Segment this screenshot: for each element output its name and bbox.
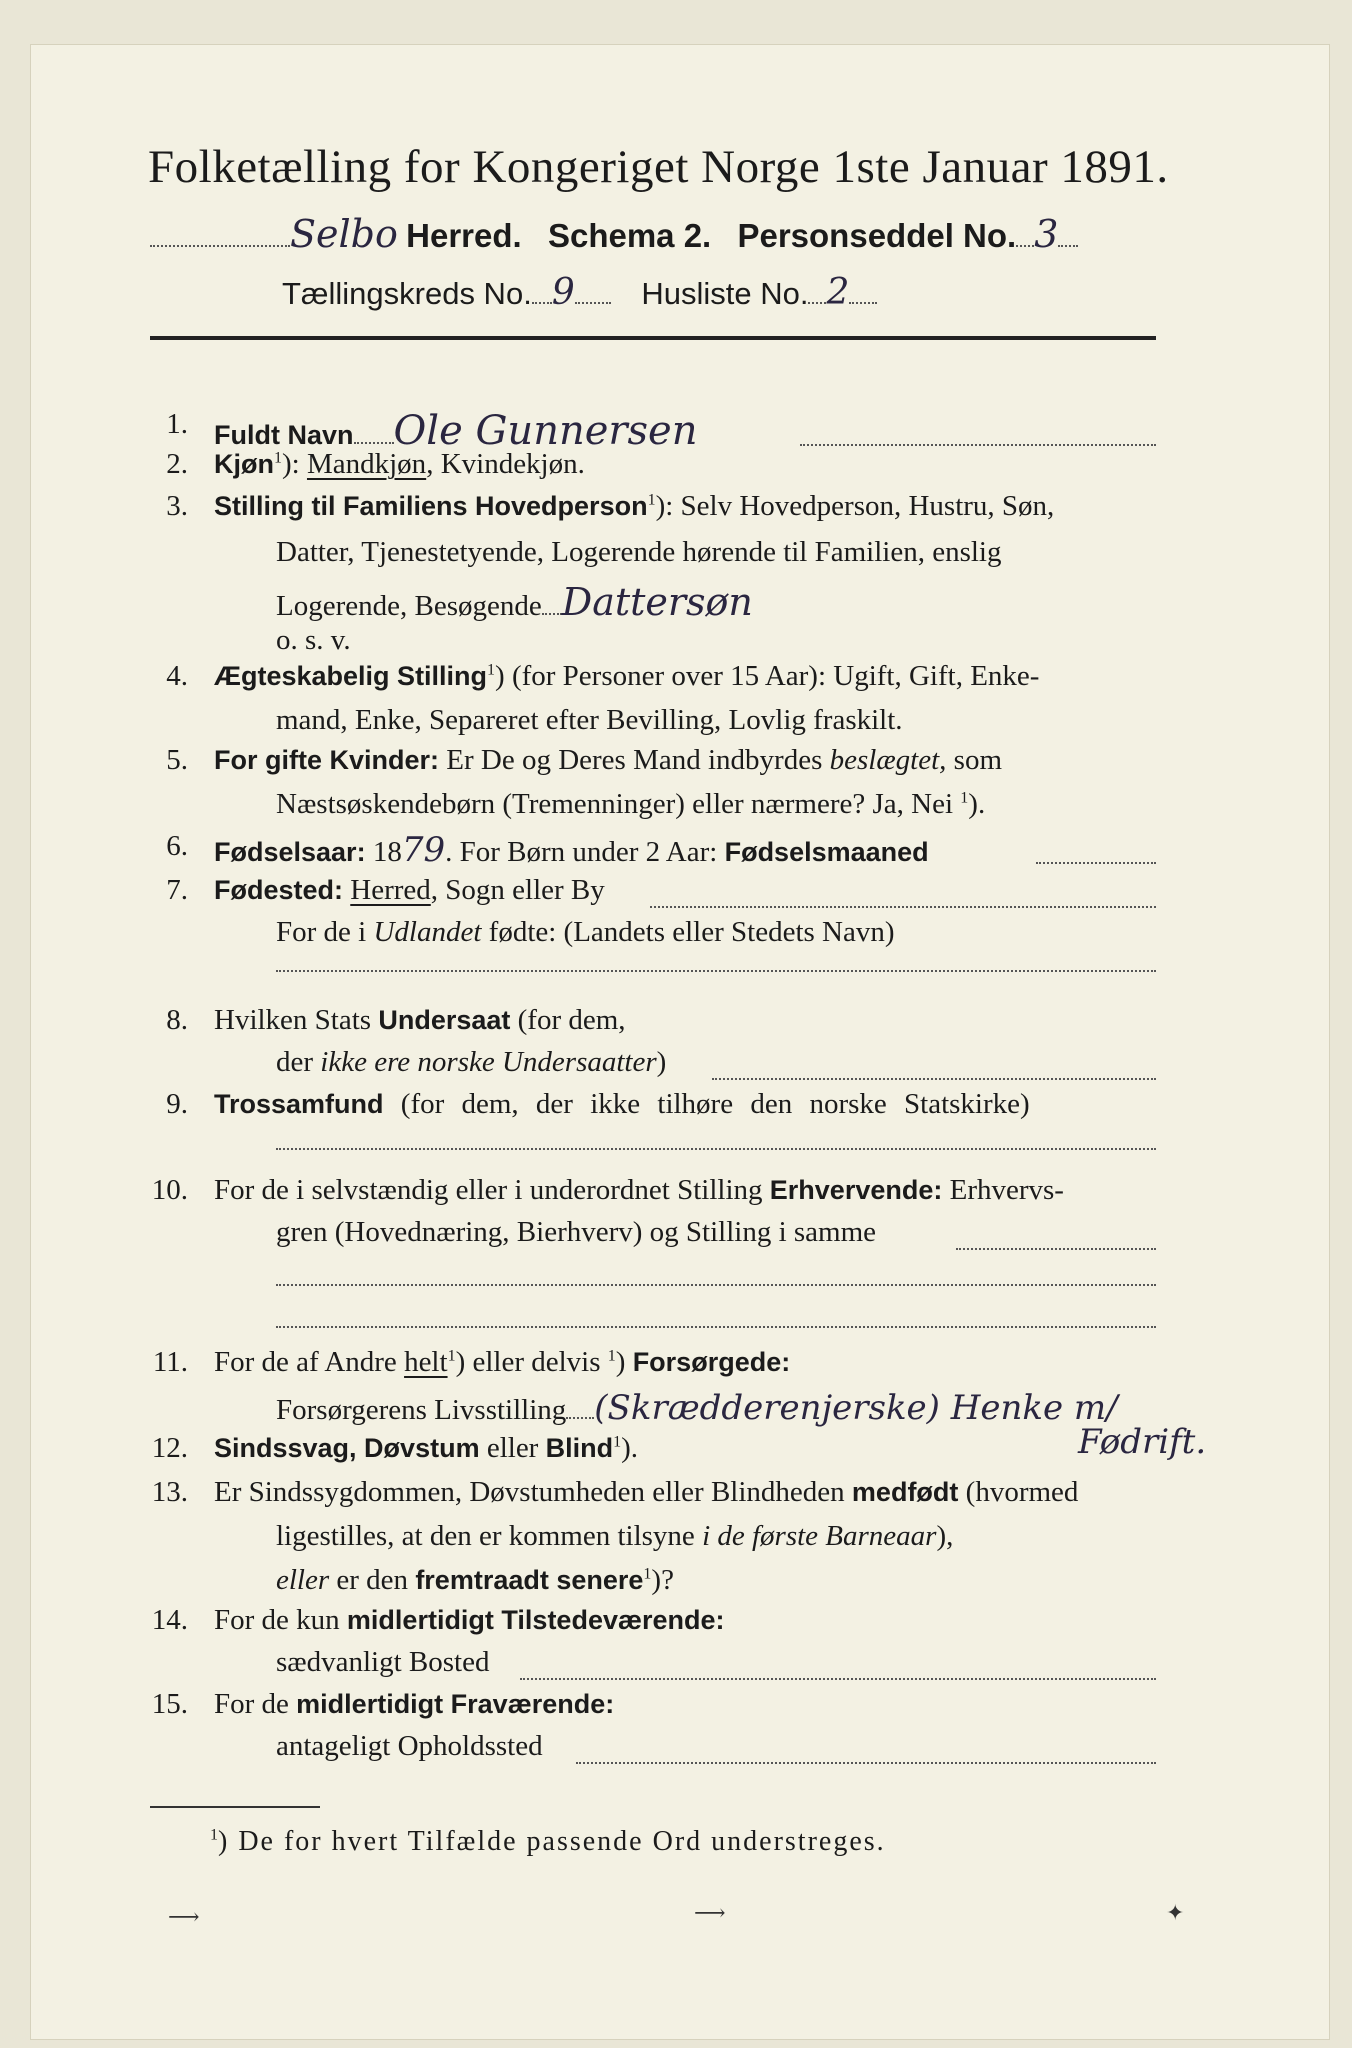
occupation-label: Erhvervende: [769, 1175, 943, 1205]
item-text: ): Selv Hovedperson, Hustru, Søn, [655, 490, 1055, 522]
disability-label: Sindssvag, Døvstum [214, 1433, 480, 1463]
blind-label: Blind [545, 1433, 614, 1463]
item-text: ) [615, 1346, 633, 1378]
birth-month-label: Fødselsmaaned [724, 837, 929, 867]
personseddel-value: 3 [1034, 212, 1059, 256]
item-number: 9. [166, 1088, 188, 1120]
item-text: ligestilles, at den er kommen tilsyne [276, 1520, 703, 1552]
item-text: For de kun [214, 1604, 347, 1636]
item-text: beslægtet, [829, 744, 947, 776]
item-8-row [214, 1004, 626, 1037]
temp-present-label: midlertidigt Tilstedeværende: [346, 1605, 725, 1635]
footnote-ref: 1 [210, 1826, 218, 1844]
item-3-row [214, 490, 1054, 523]
schema-label: Schema 2. [547, 217, 712, 254]
item-10-row [214, 1174, 1064, 1207]
margin-mark-icon: ✦ [1166, 1900, 1185, 1925]
item-text: Er De og Deres Mand indbyrdes [439, 744, 830, 776]
later-onset-label: fremtraadt senere [415, 1565, 644, 1595]
item-3-line3 [276, 580, 753, 624]
dotted-line [276, 1148, 1156, 1150]
family-position-value: Dattersøn [561, 580, 753, 624]
item-text: . For Børn under 2 Aar: [445, 836, 725, 868]
item-number: 4. [166, 660, 188, 692]
citizenship-label: Undersaat [378, 1005, 511, 1035]
item-number: 1. [166, 408, 188, 440]
item-text: (for dem, [510, 1004, 626, 1036]
item-text: Forsørgerens Livsstilling [276, 1394, 567, 1426]
form-title: Folketælling for Kongeriget Norge 1ste Januar 1891. [148, 141, 1169, 193]
dotted-leader [542, 613, 562, 615]
herred-value: Selbo [290, 212, 398, 256]
dotted-line [276, 970, 1156, 972]
footnote-text: ) De for hvert Tilfælde passende Ord understreges. [218, 1826, 886, 1857]
birthplace-label: Fødested: [214, 875, 344, 905]
header-rule [150, 336, 1156, 340]
item-text: Er Sindssygdommen, Døvstumheden eller Blindheden [214, 1476, 852, 1508]
item-text: , Kvindekjøn. [426, 448, 585, 480]
item-13-row [214, 1476, 1078, 1509]
item-number: 2. [166, 448, 188, 480]
item-text: (for dem, der ikke tilhøre den norske Statskirke) [383, 1088, 1030, 1120]
item-6-row [214, 830, 929, 870]
item-text: For de i selvstændig eller i underordnet Stilling [214, 1174, 770, 1206]
dotted-line [520, 1678, 1156, 1680]
herred-line [150, 212, 1078, 256]
item-text: For de af Andre [214, 1346, 405, 1378]
item-text: ). [621, 1432, 639, 1464]
item-number: 14. [151, 1604, 188, 1636]
dotted-leader [354, 442, 394, 444]
item-text: Logerende, Besøgende [276, 590, 542, 622]
census-form-page [30, 44, 1330, 2040]
dotted-line [276, 1326, 1156, 1328]
item-12-row [214, 1432, 638, 1465]
footnote-ref: 1 [960, 789, 969, 807]
item-text: mand, Enke, Separeret efter Bevilling, Lovlig fraskilt. [276, 704, 903, 736]
dotted-line [1036, 862, 1156, 864]
item-number: 10. [151, 1174, 188, 1206]
dotted-line [576, 1762, 1156, 1764]
birthplace-option-herred: Herred [350, 874, 431, 906]
sex-option-male: Mandkjøn [306, 448, 427, 480]
item-13-line3 [276, 1564, 674, 1597]
item-text: Udlandet [373, 916, 482, 948]
margin-mark-icon: ⟶ [694, 1900, 726, 1925]
support-option-helt: helt [404, 1346, 448, 1378]
dotted-line [650, 906, 1156, 908]
item-text: ) eller delvis [455, 1346, 608, 1378]
item-text: er den [329, 1564, 416, 1596]
item-text: i de første Barneaar [702, 1520, 937, 1552]
item-11-line2 [276, 1388, 1118, 1428]
item-text: Hvilken Stats [214, 1004, 379, 1036]
item-text: For de [214, 1688, 297, 1720]
item-7-line2 [276, 916, 895, 949]
item-number: 7. [166, 874, 188, 906]
religion-label: Trossamfund [214, 1089, 384, 1119]
footnote [210, 1826, 886, 1858]
item-9-row [214, 1088, 1030, 1121]
item-number: 13. [151, 1476, 188, 1508]
footnote-ref: 1 [487, 661, 496, 679]
item-text: o. s. v. [276, 624, 351, 656]
husliste-value: 2 [826, 272, 850, 313]
married-women-label: For gifte Kvinder: [214, 745, 440, 775]
footnote-ref: 1 [643, 1565, 652, 1583]
item-5-line2 [276, 788, 985, 821]
item-text: , Sogn eller By [430, 874, 605, 906]
footnote-ref: 1 [607, 1347, 616, 1365]
footnote-ref: 1 [647, 491, 656, 509]
personseddel-label: Personseddel No. [737, 217, 1017, 254]
dotted-leader [849, 302, 877, 304]
item-text: ), [936, 1520, 954, 1552]
item-text: som [946, 744, 1002, 776]
herred-label: Herred. [406, 217, 522, 254]
family-position-label: Stilling til Familiens Hovedperson [214, 491, 648, 521]
item-text: ): [282, 448, 307, 480]
congenital-label: medfødt [851, 1477, 959, 1507]
item-text: ikke ere norske Undersaatter [320, 1046, 657, 1078]
name-value: Ole Gunnersen [393, 408, 698, 454]
item-14-row [214, 1604, 725, 1637]
item-2-row [214, 448, 585, 481]
footnote-ref: 1 [447, 1347, 456, 1365]
footnote-rule [150, 1806, 320, 1808]
item-text: sædvanligt Bosted [276, 1646, 490, 1678]
supporter-occupation-value: (Skrædderenjerske) Henke m/ [594, 1388, 1118, 1428]
footnote-ref: 1 [274, 449, 282, 467]
item-number: 11. [152, 1346, 188, 1378]
dotted-line [956, 1248, 1156, 1250]
item-text: der [276, 1046, 321, 1078]
item-text: fødte: (Landets eller Stedets Navn) [481, 916, 895, 948]
item-text: ) (for Personer over 15 Aar): Ugift, Gift, Enke- [495, 660, 1040, 692]
item-text: Næstsøskendebørn (Tremenninger) eller nærmere? Ja, Nei [276, 788, 961, 820]
dotted-leader [575, 302, 611, 304]
item-number: 15. [151, 1688, 188, 1720]
item-text: )? [651, 1564, 674, 1596]
name-label: Fuldt Navn [214, 420, 354, 450]
dotted-leader [566, 1417, 594, 1419]
dotted-leader [150, 245, 290, 247]
tkreds-value: 9 [551, 272, 575, 313]
item-text: ) [656, 1046, 667, 1078]
marital-label: Ægteskabelig Stilling [214, 661, 488, 691]
item-4-row [214, 660, 1039, 693]
item-11-row [214, 1346, 790, 1379]
item-text: 18 [365, 836, 402, 868]
item-8-line2 [276, 1046, 666, 1079]
item-15-row [214, 1688, 614, 1721]
item-text: gren (Hovednæring, Bierhverv) og Stilling i samme [276, 1216, 877, 1248]
item-13-line2 [276, 1520, 953, 1553]
footnote-ref: 1 [613, 1433, 622, 1451]
dotted-leader [1058, 245, 1078, 247]
item-number: 3. [166, 490, 188, 522]
item-7-row [214, 874, 605, 907]
item-5-row [214, 744, 1002, 777]
item-number: 5. [166, 744, 188, 776]
birth-year-value: 79 [401, 830, 446, 870]
margin-mark-icon: ⟶ [168, 1904, 200, 1929]
birth-year-label: Fødselsaar: [214, 837, 366, 867]
item-number: 8. [166, 1004, 188, 1036]
dotted-leader [532, 302, 552, 304]
item-text: Erhvervs- [942, 1174, 1064, 1206]
item-text: ). [968, 788, 986, 820]
item-number: 6. [166, 830, 188, 862]
item-text: eller [479, 1432, 546, 1464]
item-text: (hvormed [958, 1476, 1079, 1508]
dotted-leader [1016, 245, 1034, 247]
tkreds-label: Tællingskreds No. [282, 276, 532, 311]
supporter-occupation-value-2: Fødrift. [1078, 1422, 1207, 1462]
dotted-leader [808, 302, 826, 304]
temp-absent-label: midlertidigt Fraværende: [296, 1689, 615, 1719]
supported-label: Forsørgede: [632, 1347, 791, 1377]
item-text: Datter, Tjenestetyende, Logerende hørende til Familien, enslig [276, 536, 1002, 568]
husliste-label: Husliste No. [641, 276, 809, 311]
sex-label: Kjøn [214, 449, 274, 479]
dotted-line [712, 1078, 1156, 1080]
tkreds-line [282, 272, 877, 313]
item-text: antageligt Opholdssted [276, 1730, 543, 1762]
item-number: 12. [151, 1432, 188, 1464]
dotted-line [276, 1284, 1156, 1286]
item-text: For de i [276, 916, 374, 948]
item-text: eller [276, 1564, 330, 1596]
dotted-line [800, 444, 1156, 446]
